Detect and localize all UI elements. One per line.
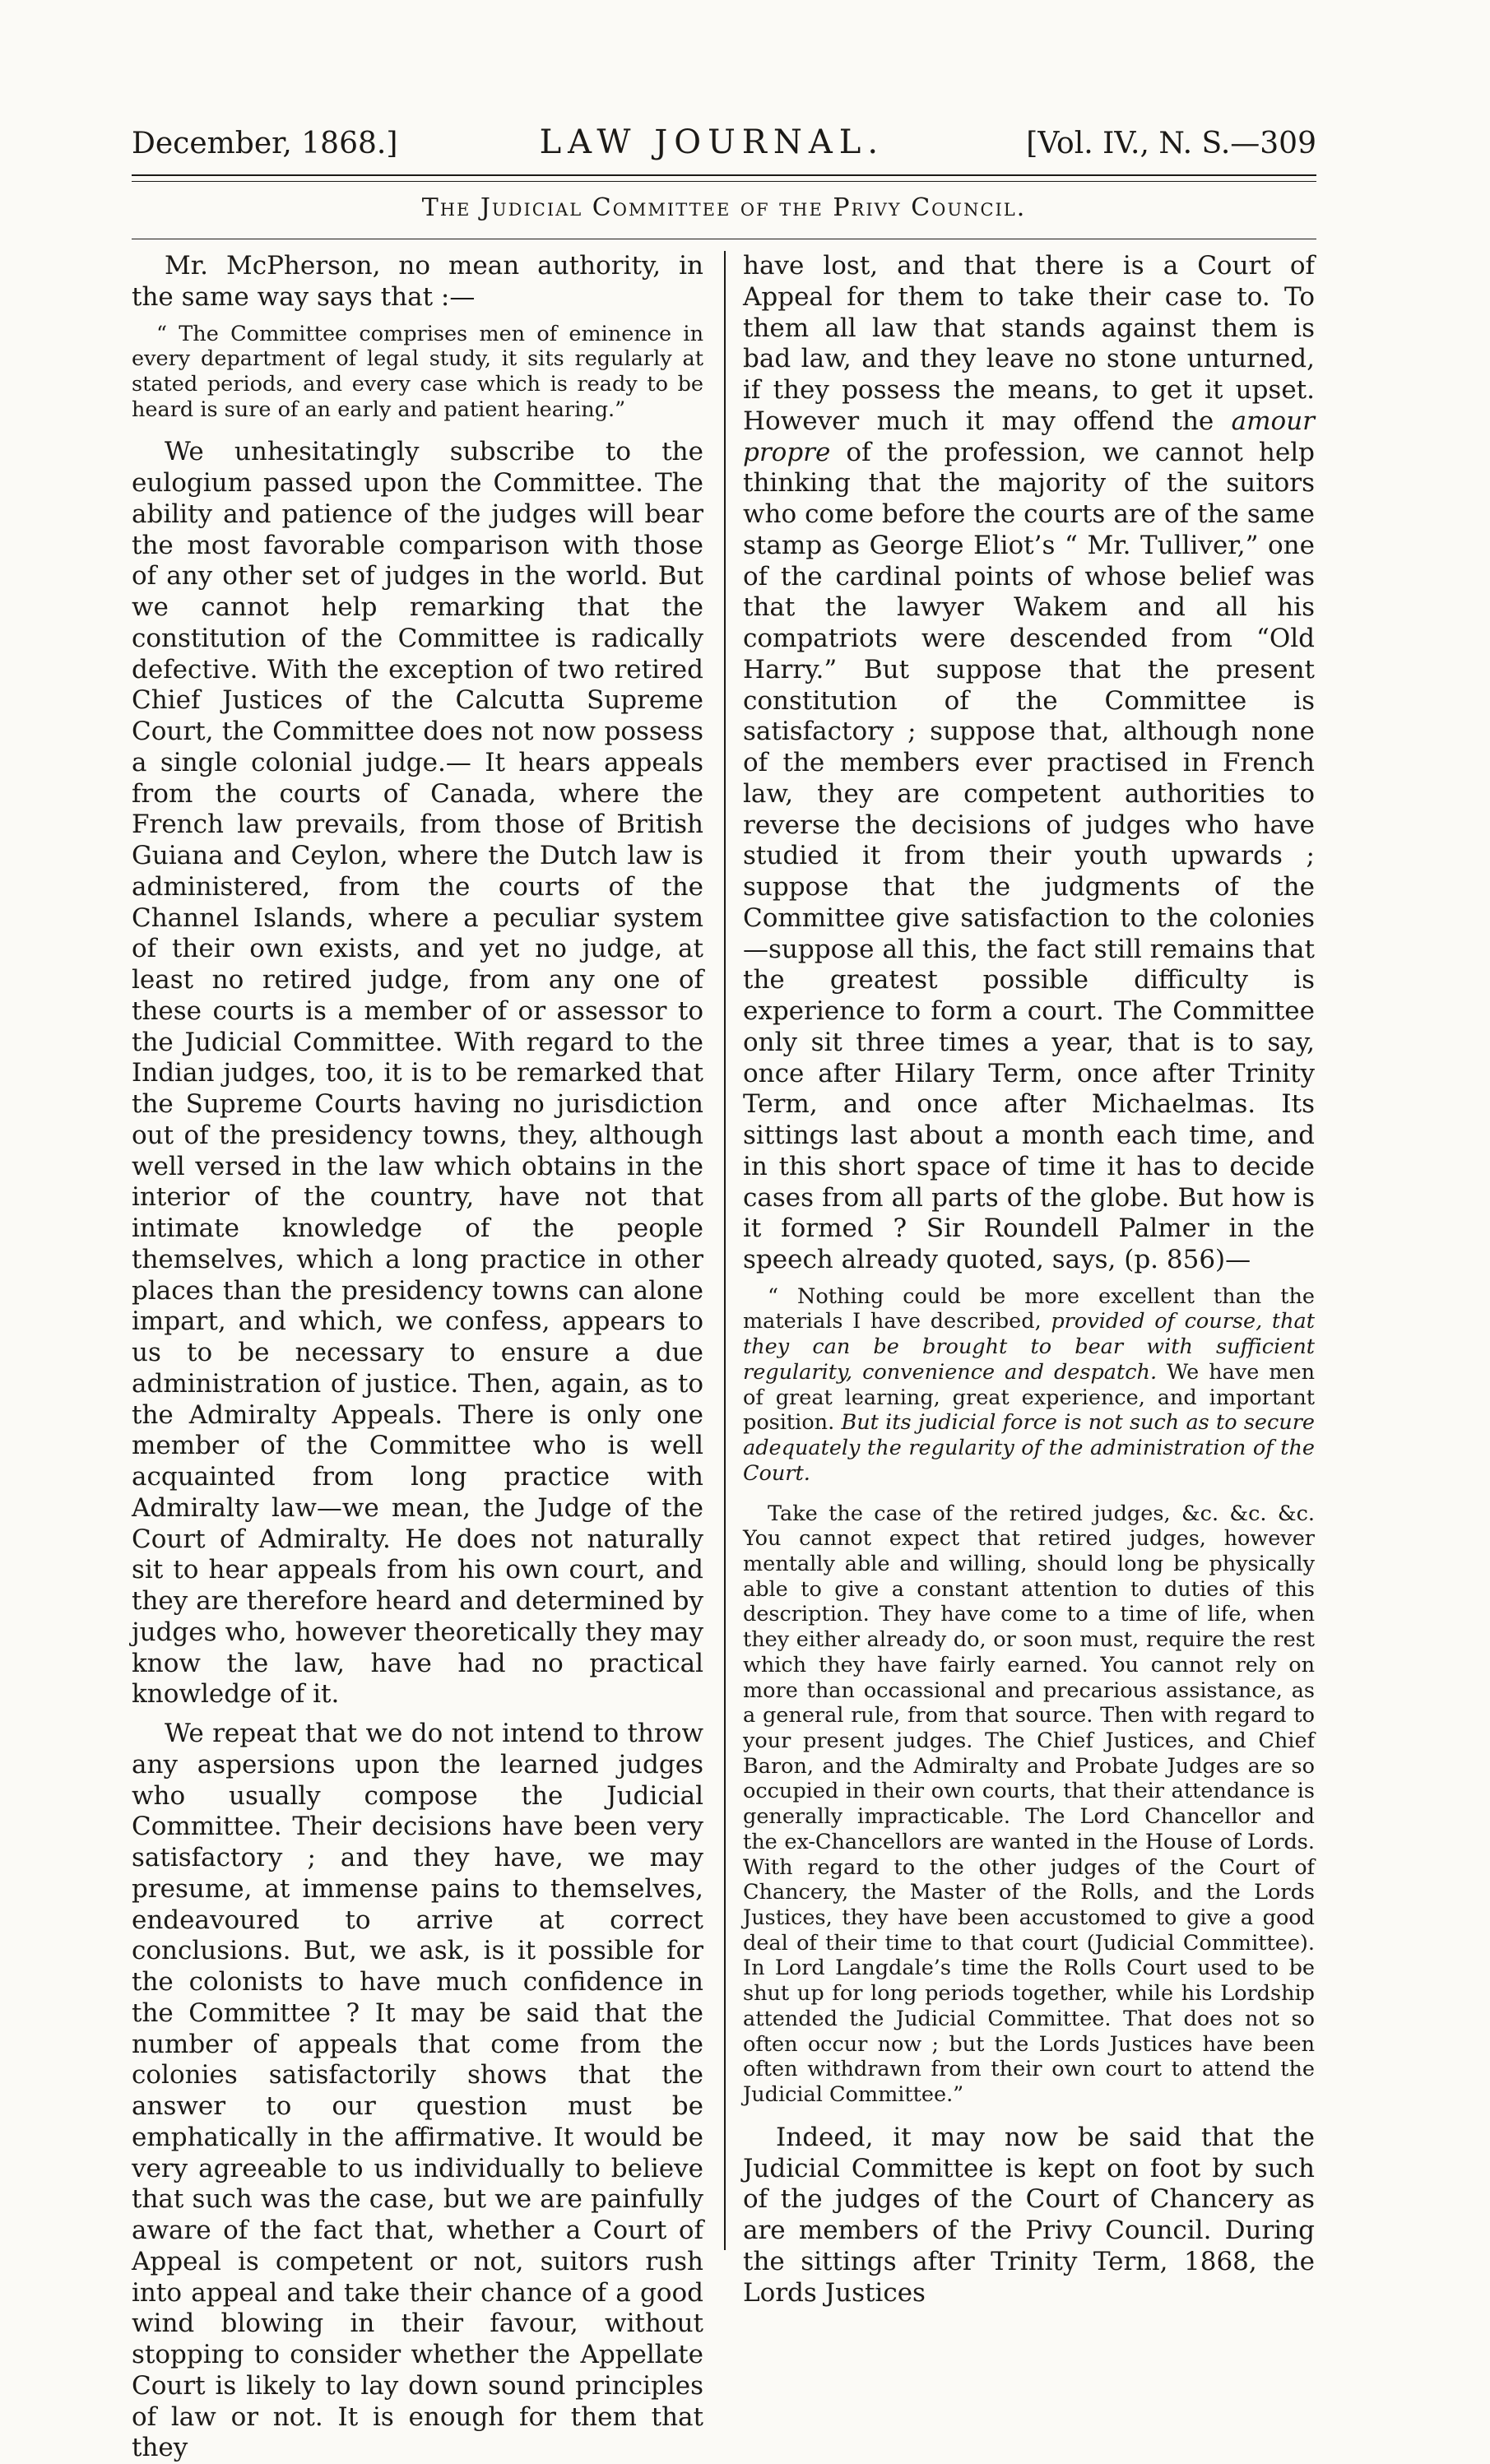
issue-date: December, 1868.] — [132, 127, 398, 160]
header-rule-thick — [132, 174, 1316, 176]
volume-page-number: [Vol. IV., N. S.—309 — [1026, 127, 1316, 160]
section-title: The Judicial Committee of the Privy Council. — [421, 193, 1027, 222]
block-quote: Take the case of the retired judges, &c. &c. &c. You cannot expect that retired judges, however mentally able and willing, should long be physically able to give a constant attention to duties of this description. They have come to a time of life, when they either already do, or soon must, require the rest which they have fairly earned. You cannot rely on more than occassional and precarious assistance, as a general rule, from that source. Then with regard to your present judges. The Chief Justices, and Chief Baron, and the Admiralty and Probate Judges are so occupied in their own courts, that their attendance is generally impracticable. The Lord Chancellor and the ex-Chancellors are wanted in the House of Lords. With regard to the other judges of the Court of Chancery, the Master of the Rolls, and the Lords Justices, they have been accustomed to give a good deal of their time to that court (Judicial Committee). In Lord Langdale’s time the Rolls Court used to be shut up for long periods together, while his Lordship attended the Judicial Committee. That does not so often occur now ; but the Lords Justices have been often withdrawn from their own court to attend the Judicial Committee.” — [743, 1501, 1315, 2108]
italic-phrase: provided of course, that they can be brought to bear with sufficient regularity, convenience and despatch. — [743, 1309, 1315, 1385]
text-run: We have men of great learning, great experience, and important position. — [743, 1359, 1315, 1436]
text-run: have lost, and that there is a Court of Appeal for them to take their case to. To them all law that stands against them is bad law, and they leave no stone unturned, if they possess the means, to get it upset. However much it may offend the — [743, 251, 1315, 436]
left-column — [132, 251, 703, 2463]
paragraph — [743, 251, 1315, 1276]
paragraph: Indeed, it may now be said that the Judicial Committee is kept on foot by such of the judges of the Court of Chancery as are members of the Privy Council. During the sittings after Trinity Term, 1868, the Lords Justices — [743, 2122, 1315, 2308]
text-run: “ Nothing could be more excellent than the materials I have described, — [743, 1283, 1315, 1334]
paragraph: We unhesitatingly subscribe to the eulogium passed upon the Committee. The ability and patience of the judges will bear the most favorable comparison with those of any other set of judges in the world. But we cannot help remarking that the constitution of the Committee is radically defective. With the exception of two retired Chief Justices of the Calcutta Supreme Court, the Committee does not now possess a single colonial judge.— It hears appeals from the courts of Canada, where the French law prevails, from those of British Guiana and Ceylon, where the Dutch law is administered, from the courts of the Channel Islands, where a peculiar system of their own exists, and yet no judge, at least no retired judge, from any one of these courts is a member of or assessor to the Judicial Committee. With regard to the Indian judges, too, it is to be remarked that the Supreme Courts having no jurisdiction out of the presidency towns, they, although well versed in the law which obtains in the interior of the country, have not that intimate knowledge of the people themselves, which a long practice in other places than the presidency towns can alone impart, and which, we confess, appears to us to be necessary to ensure a due administration of justice. Then, again, as to the Admiralty Appeals. There is only one member of the Committee who is well acquainted from long practice with Admiralty law—we mean, the Judge of the Court of Admiralty. He does not naturally sit to hear appeals from his own court, and they are therefore heard and determined by judges who, however theoretically they may know the law, have had no practical knowledge of it. — [132, 437, 703, 1710]
paragraph: Mr. McPherson, no mean authority, in the same way says that :— — [132, 251, 703, 312]
running-head — [132, 123, 1316, 173]
block-quote: “ The Committee comprises men of eminence in every department of legal study, it sits regularly at stated periods, and every case which is ready to be heard is sure of an early and patient hearing.” — [132, 321, 703, 422]
header-rule-thin — [132, 181, 1316, 182]
text-run: of the profession, we cannot help thinking that the majority of the suitors who come before the courts are of the same stamp as George Eliot’s “ Mr. Tulliver,” one of the cardinal points of whose belief was that the lawyer Wakem and all his compatriots were descended from “Old Harry.” But suppose that the present constitution of the Committee is satisfactory ; suppose that, although none of the members ever practised in French law, they are competent authorities to reverse the decisions of judges who have studied it from their youth upwards ; suppose that the judgments of the Committee give satisfaction to the colonies—suppose all this, the fact still remains that the greatest possible difficulty is experience to form a court. The Committee only sit three times a year, that is to say, once after Hilary Term, once after Trinity Term, and once after Michaelmas. Its sittings last about a month each time, and in this short space of time it has to decide cases from all parts of the globe. But how is it formed ? Sir Roundell Palmer in the speech already quoted, says, (p. 856)— — [743, 437, 1315, 1274]
paragraph: We repeat that we do not intend to throw any aspersions upon the learned judges who usually compose the Judicial Committee. Their decisions have been very satisfactory ; and they have, we may presume, at immense pains to themselves, endeavoured to arrive at correct conclusions. But, we ask, is it possible for the colonists to have much confidence in the Committee ? It may be said that the number of appeals that come from the colonies satisfactorily shows that the answer to our question must be emphatically in the affirmative. It would be very agreeable to us individually to believe that such was the case, but we are painfully aware of the fact that, whether a Court of Appeal is competent or not, suitors rush into appeal and take their chance of a good wind blowing in their favour, without stopping to consider whether the Appellate Court is likely to lay down sound principles of law or not. It is enough for them that they — [132, 1719, 703, 2463]
journal-title: LAW JOURNAL. — [539, 123, 885, 161]
italic-phrase: But its judicial force is not such as to secure adequately the regularity of the administration of the Court. — [743, 1410, 1315, 1486]
block-quote — [743, 1284, 1315, 1487]
right-column — [743, 251, 1315, 2308]
column-divider — [724, 251, 726, 2250]
italic-phrase: amour propre — [743, 406, 1315, 467]
